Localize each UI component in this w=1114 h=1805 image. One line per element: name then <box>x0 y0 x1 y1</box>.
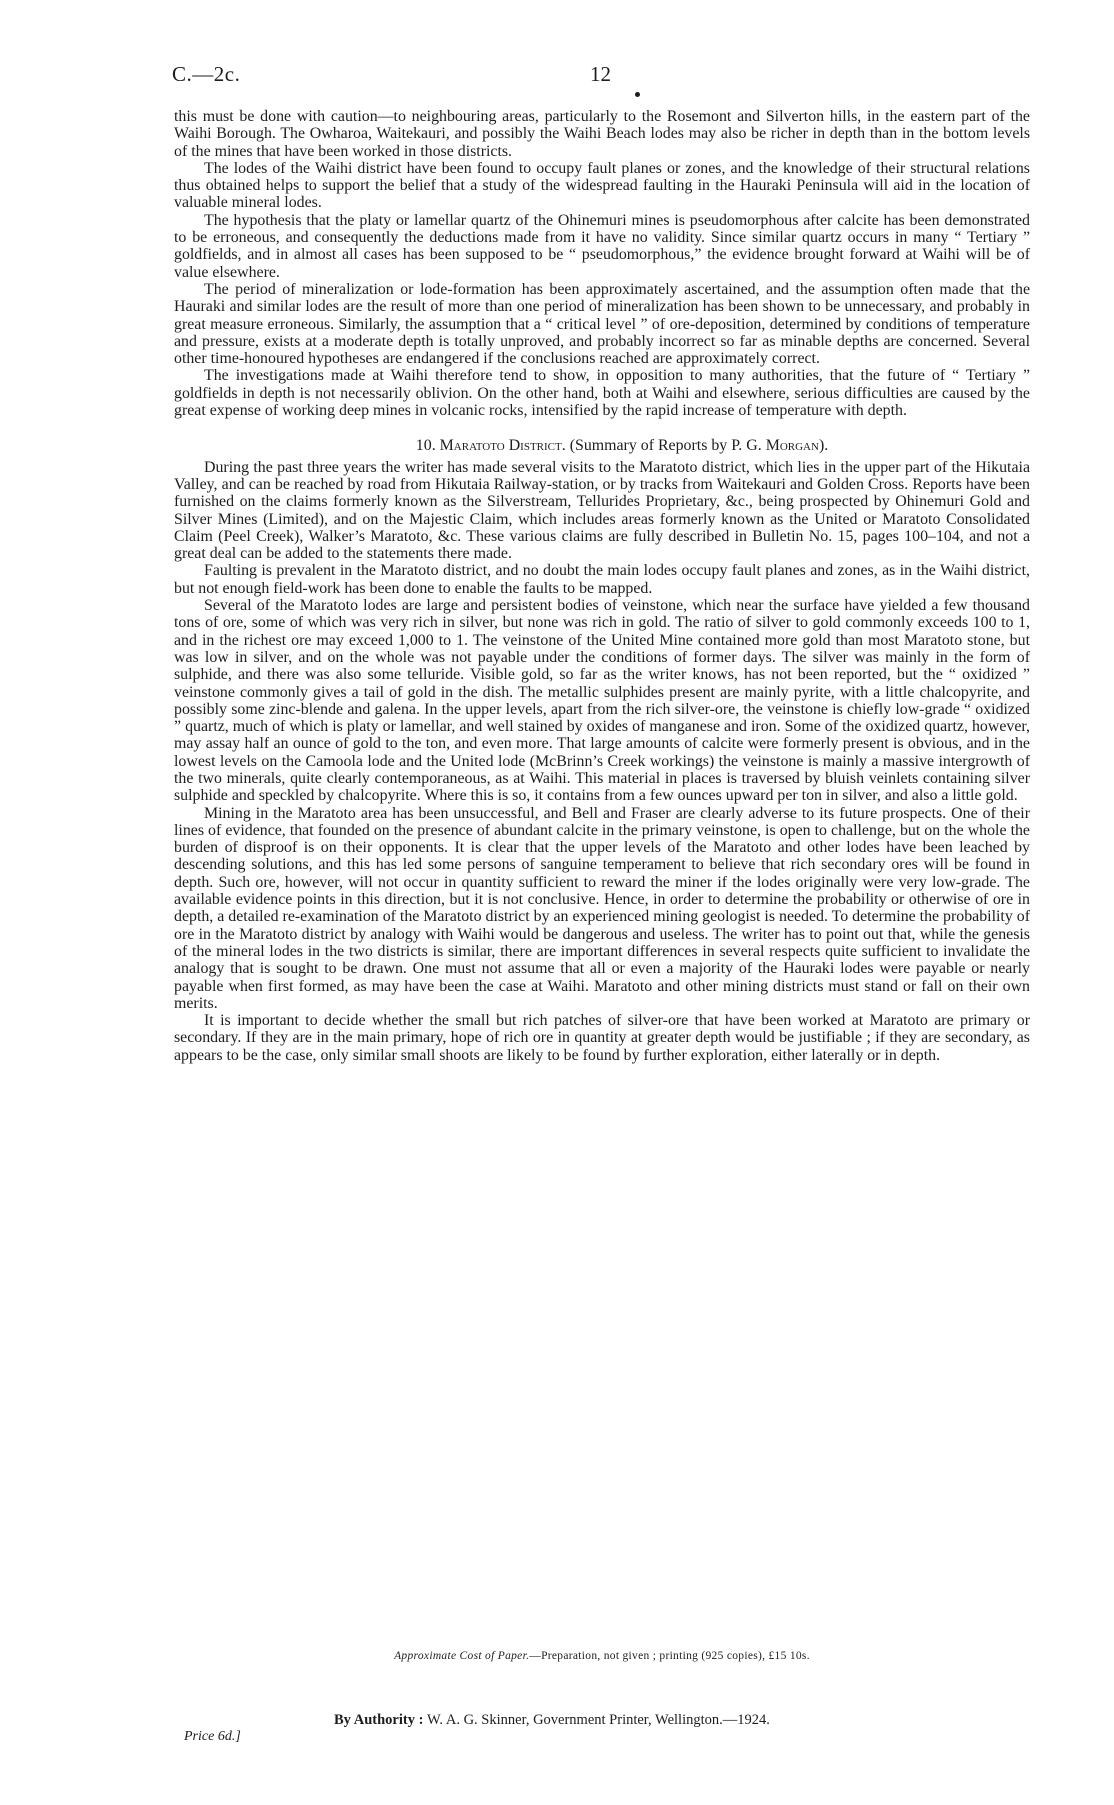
section-number: 10. <box>415 437 436 455</box>
paragraph: The lodes of the Waihi district have been found to occupy fault planes or zones, and the knowledge of their structural relations thus obtained helps to support the belief that a study of the widespread faulting in the Hauraki Peninsula will aid in the location of valuable mineral lodes. <box>174 159 1030 212</box>
body-text <box>174 108 1030 1064</box>
page-header <box>172 62 1032 92</box>
authority-text: W. A. G. Skinner, Government Printer, Wellington.—1924. <box>427 1712 770 1728</box>
paragraph: this must be done with caution—to neighbouring areas, particularly to the Rosemont and Silverton hills, in the eastern part of the Waihi Borough. The Owharoa, Waitekauri, and possibly the Waihi Beach lodes may also be richer in depth than in the bottom levels of the mines that have been worked in those districts. <box>174 108 1030 160</box>
section-heading <box>174 437 1030 454</box>
document-code: C.—2c. <box>172 62 241 86</box>
paragraph: The period of mineralization or lode-formation has been approximately ascertained, and the assumption often made that the Hauraki and similar lodes are the result of more than one period of mineralization has been shown to be unnecessary, and probably in great measure erroneous. Similarly, the assumption that a “ critical level ” of ore-deposition, determined by conditions of temperature and pressure, exists at a moderate depth is totally unproved, and probably incorrect so far as minable depths are concerned. Several other time-honoured hypotheses are endangered if the conclusions reached are approximately correct. <box>174 280 1030 368</box>
authority-label: By Authority : <box>334 1712 424 1728</box>
paragraph: The hypothesis that the platy or lamellar quartz of the Ohinemuri mines is pseudomorphous after calcite has been demonstrated to be erroneous, and consequently the deductions made from it have no validity. Since similar quartz occurs in many “ Tertiary ” goldfields, and in almost all cases has been supposed to be “ pseudomorphous,” the evidence brought forward at Waihi will be of value elsewhere. <box>174 211 1030 281</box>
paragraph: It is important to decide whether the small but rich patches of silver-ore that have been worked at Maratoto are primary or secondary. If they are in the main primary, hope of rich ore in quantity at greater depth would be justifiable ; if they are secondary, as appears to be the case, only similar small shoots are likely to be found by further exploration, either laterally or in depth. <box>174 1012 1030 1064</box>
paragraph: Mining in the Maratoto area has been unsuccessful, and Bell and Fraser are clearly adverse to its future prospects. One of their lines of evidence, that founded on the presence of abundant calcite in the primary veinstone, is open to challenge, but on the whole the burden of disproof is on their opponents. It is clear that the upper levels of the Maratoto and other lodes have been leached by descending solutions, and this has led some persons of sanguine temperament to believe that rich secondary ores will be found in depth. Such ore, however, will not occur in quantity sufficient to reward the miner if the lodes originally were very low-grade. The available evidence points in this direction, but it is not conclusive. Hence, in order to determine the probability or otherwise of ore in depth, a detailed re-examination of the Maratoto district by an experienced mining geologist is needed. To determine the probability of ore in the Maratoto district by analogy with Waihi would be dangerous and useless. The writer has to point out that, while the genesis of the mineral lodes in the two districts is similar, there are important differences in several respects quite sufficient to invalidate the analogy that is sought to be drawn. One must not assume that all or even a majority of the Hauraki lodes were payable or nearly payable when first formed, as may have been the case at Waihi. Maratoto and other mining districts must stand or fall on their own merits. <box>174 804 1030 1012</box>
page-footer <box>174 1712 1030 1752</box>
cost-note <box>174 1650 1030 1662</box>
authority-line <box>334 1712 770 1729</box>
paragraph: During the past three years the writer has made several visits to the Maratoto district, which lies in the upper part of the Hikutaia Valley, and can be reached by road from Hikutaia Railway-station, or by tracks from Waitekauri and Golden Cross. Reports have been furnished on the claims formerly known as the Silverstream, Tellurides Proprietary, &c., being prospected by Ohinemuri Gold and Silver Mines (Limited), and on the Majestic Claim, which includes areas formerly known as the United or Maratoto Consolidated Claim (Peel Creek), Walker’s Maratoto, &c. These various claims are fully described in Bulletin No. 15, pages 100–104, and not a great deal can be added to the statements there made. <box>174 458 1030 563</box>
printer-mark <box>635 92 640 97</box>
cost-text: —Preparation, not given ; printing (925 copies), £15 10s. <box>529 1650 810 1662</box>
section-subtitle-suffix: ). <box>818 437 829 455</box>
price-label: Price 6d.] <box>184 1729 241 1744</box>
paragraph: The investigations made at Waihi therefore tend to show, in opposition to many authorities, that the future of “ Tertiary ” goldfields in depth is not necessarily oblivion. On the other hand, both at Waihi and elsewhere, serious difficulties are caused by the great expense of working deep mines in volcanic rocks, intensified by the rapid increase of temperature with depth. <box>174 367 1030 420</box>
cost-label: Approximate Cost of Paper. <box>394 1650 530 1662</box>
paragraph: Faulting is prevalent in the Maratoto district, and no doubt the main lodes occupy fault planes and zones, as in the Waihi district, but not enough field-work has been done to enable the faults to be mapped. <box>174 562 1030 597</box>
section-subtitle-prefix: (Summary of Reports by P. G. <box>569 437 762 455</box>
section-title: Maratoto District. <box>439 437 566 455</box>
paragraph: Several of the Maratoto lodes are large and persistent bodies of veinstone, which near the surface have yielded a few thousand tons of ore, some of which was very rich in silver, but none was rich in gold. The ratio of silver to gold commonly exceeds 100 to 1, and in the richest ore may exceed 1,000 to 1. The veinstone of the United Mine contained more gold than most Maratoto stone, but was low in silver, and on the whole was not payable under the conditions of former days. The silver was mainly in the form of sulphide, and there was also some telluride. Visible gold, so far as the writer knows, has not been reported, but the “ oxidized ” veinstone commonly gives a tail of gold in the dish. The metallic sulphides present are mainly pyrite, with a little chalcopyrite, and possibly some zinc-blende and galena. In the upper levels, apart from the rich silver-ore, the veinstone is chiefly low-grade “ oxidized ” quartz, much of which is platy or lamellar, and well stained by oxides of manganese and iron. Some of the oxidized quartz, however, may assay half an ounce of gold to the ton, and even more. That large amounts of calcite were formerly present is obvious, and in the lowest levels on the Camoola lode and the United lode (McBrinn’s Creek workings) the veinstone is mainly a massive intergrowth of the two minerals, quite clearly contemporaneous, as at Waihi. This material in places is traversed by bluish veinlets containing silver sulphide and speckled by chalcopyrite. Where this is so, it contains from a few ounces upward per ton in silver, and also a little gold. <box>174 597 1030 805</box>
section-author: Morgan <box>765 437 819 455</box>
page-number: 12 <box>590 62 611 86</box>
